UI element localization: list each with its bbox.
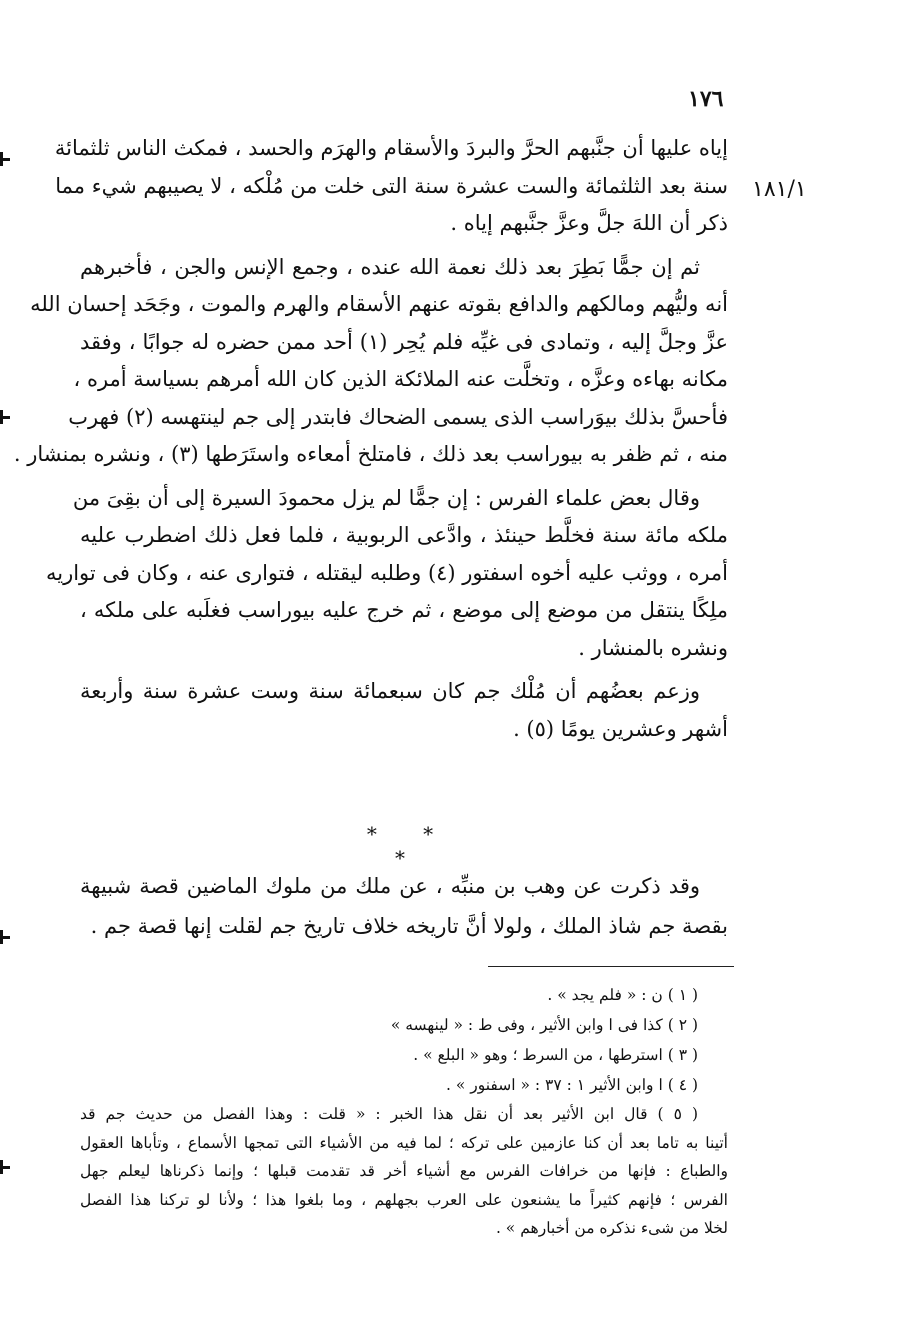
text-line: فأحسَّ بذلك بيوَراسب الذى يسمى الضحاك فابتدر إلى جم لينتهسه (٢) فهرب <box>68 404 728 429</box>
footnote-divider <box>488 966 734 967</box>
footnote-continuation: الفرس ؛ فإنهم كثيراً ما يشنعون على العرب بجهلهم ، وما بلغوا هذا ؛ ولأنا لو تركنا هذا الفصل <box>80 1190 728 1209</box>
text-line: ونشره بالمنشار . <box>578 635 728 660</box>
footnotes <box>80 980 728 1243</box>
text-line: ملِكًا ينتقل من موضع إلى موضع ، ثم خرج عليه بيوراسب فغلَبه على ملكه ، <box>80 598 728 622</box>
footnote: ( ٢ ) كذا فى ا وابن الأثير ، وفى ط : « لينهسه » <box>390 1016 698 1034</box>
margin-tick <box>0 152 10 166</box>
footnote: ( ٣ ) استرطها ، من السرط ؛ وهو « البلع » . <box>413 1046 698 1064</box>
paragraph <box>54 130 728 243</box>
text-line: مكانه بهاءه وعزَّه ، وتخلَّت عنه الملائكة الذين كان الله أمرهم بسياسة أمره ، <box>73 367 728 391</box>
text-line: ثم إن جمًّا بَطِرَ بعد ذلك نعمة الله عنده ، وجمع الإنس والجن ، فأخبرهم <box>80 254 700 279</box>
paragraph <box>13 249 728 474</box>
text-line: أشهر وعشرين يومًا (٥) . <box>513 716 728 741</box>
footnote-continuation: لخلا من شىء نذكره من أخبارهم » . <box>495 1219 728 1237</box>
text-line: بقصة جم شاذ الملك ، ولولا أنَّ تاريخه خلاف تاريخ جم لقلت إنها قصة جم . <box>90 914 728 938</box>
text-line: وزعم بعضُهم أن مُلْك جم كان سبعمائة سنة وست عشرة سنة وأربعة <box>80 679 701 703</box>
text-line: سنة بعد الثلثمائة والست عشرة سنة التى خلت من مُلْكه ، لا يصيبهم شيء مما <box>55 173 728 198</box>
text-line: إياه عليها أن جنَّبهم الحرَّ والبردَ والأسقام والهرَم والحسد ، فمكث الناس ثلثمائة <box>54 136 728 160</box>
text-line: ذكر أن اللهَ جلَّ وعزَّ جنَّبهم إياه . <box>450 211 728 235</box>
text-line: أنه وليُّهم ومالكهم والدافع بقوته عنهم الأسقام والهرم والموت ، وجَحَد إحسان الله <box>30 292 728 316</box>
text-line: ملكه مائة سنة فخلَّط حينئذ ، وادَّعى الربوبية ، فلما فعل ذلك اضطرب عليه <box>80 523 728 547</box>
footnote: ( ٤ ) ا وابن الأثير ١ : ٣٧ : « اسفنور » . <box>445 1076 698 1094</box>
margin-tick <box>0 930 10 944</box>
footnote-continuation: أتينا به تاما بعد أن كنا عازمين على تركه ؛ لما فيه من الأشياء التى تمجها الأسماع ، وتأباها العقول <box>80 1133 728 1152</box>
text-line: وقال بعض علماء الفرس : إن جمًّا لم يزل محمودَ السيرة إلى أن بقِىَ من <box>72 485 700 510</box>
footnote: ( ١ ) ن : « فلم يجد » . <box>547 986 698 1004</box>
margin-tick <box>0 1160 10 1174</box>
paragraph <box>80 673 728 748</box>
text-line: أمره ، ووثب عليه أخوه اسفتور (٤) وطلبه ليقتله ، فتوارى عنه ، وكان فى تواريه <box>45 560 728 585</box>
text-line: عزَّ وجلَّ إليه ، وتمادى فى غيِّه فلم يُحِر (١) أحد ممن حضره له جوابًا ، وفقد <box>80 329 728 354</box>
paragraph <box>45 480 728 668</box>
margin-reference: ١٨١/١ <box>752 177 807 202</box>
footnote-continuation: والطباع : فإنها من خرافات الفرس مع أشياء أخر قد تقدمت قبلها ؛ وإنما ذكرناها ليعلم جهل <box>80 1162 728 1180</box>
footnote: ( ٥ ) قال ابن الأثير بعد أن نقل هذا الخبر : « قلت : وهذا الفصل من حديث جم قد <box>80 1105 698 1123</box>
text-line: منه ، ثم ظفر به بيوراسب بعد ذلك ، فامتلخ أمعاءه واستَرَطها (٣) ، ونشره بمنشار . <box>13 442 728 466</box>
page-number: ١٧٦ <box>688 86 724 112</box>
main-text <box>13 130 728 754</box>
closing-paragraph <box>80 866 728 946</box>
margin-tick <box>0 410 10 424</box>
section-separator: * * * <box>366 822 454 870</box>
text-line: وقد ذكرت عن وهب بن منبِّه ، عن ملك من ملوك الماضين قصة شبيهة <box>80 874 700 898</box>
